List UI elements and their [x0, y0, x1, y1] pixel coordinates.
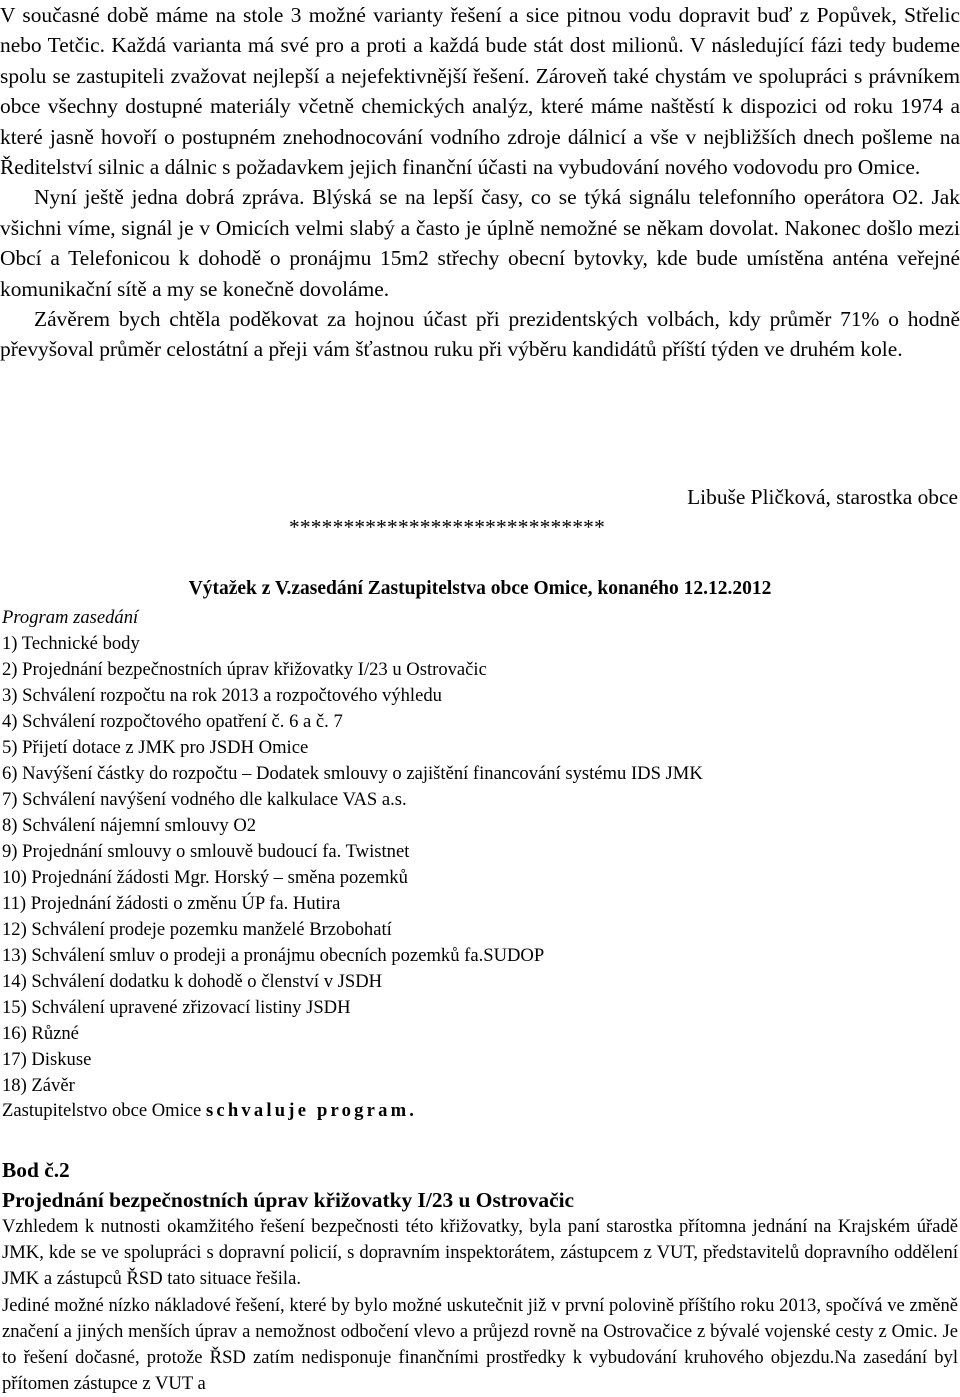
agenda-item: 13) Schválení smluv o prodeji a pronájmu obecních pozemků fa.SUDOP — [2, 945, 545, 966]
agenda-item: 5) Přijetí dotace z JMK pro JSDH Omice — [2, 737, 309, 758]
agenda-item: 12) Schválení prodeje pozemku manželé Brzobohatí — [2, 919, 392, 940]
intro-paragraph-2: Nyní ještě jedna dobrá zpráva. Blýská se na lepší časy, co se týká signálu telefonního operátora O2. Jak všichni víme, signál je v Omicích velmi slabý a často je úplně nemožné se někam dovolat. Nakonec došlo mezi Obcí a Telefonicou k dohodě o pronájmu 15m2 střechy obecní bytovky, kde bude umístěna anténa veřejné komunikační sítě a my se konečně dovoláme. — [0, 185, 960, 301]
agenda-item: 16) Různé — [2, 1023, 79, 1044]
agenda-item: 18) Závěr — [2, 1075, 75, 1096]
intro-section — [0, 0, 960, 365]
program-heading: Program zasedání — [2, 607, 139, 628]
agenda-item: 11) Projednání žádosti o změnu ÚP fa. Hutira — [2, 893, 341, 914]
intro-paragraph-3: Závěrem bych chtěla poděkovat za hojnou účast při prezidentských volbách, kdy průměr 71% o hodně převyšoval průměr celostátní a přeji vám šťastnou ruku při výběru kandidátů příští týden ve druhém kole. — [0, 307, 960, 362]
item-paragraph-1: Vzhledem k nutnosti okamžitého řešení bezpečnosti této křižovatky, byla paní starostka přítomna jednání na Krajském úřadě JMK, kde se ve spolupráci s dopravní policií, s dopravním inspektorátem, zástupcem z VUT, představitelů dopravního oddělení JMK a zástupců ŘSD tato situace řešila. — [2, 1216, 958, 1290]
resolution — [2, 1098, 417, 1124]
item-label: Bod č.2 — [2, 1158, 70, 1182]
intro-paragraph-1: V současné době máme na stole 3 možné varianty řešení a sice pitnou vodu dopravit buď z Popůvek, Střelic nebo Tetčic. Každá varianta má své pro a proti a každá bude stát dost milionů. V následující fázi tedy budeme spolu se zastupiteli zvažovat nejlepší a nejefektivnější řešení. Zároveň také chystám ve spolupráci s právníkem obce všechny dostupné materiály včetně chemických analýz, které máme naštěstí k dispozici od roku 1974 a které jasně hovoří o postupném znehodnocování vodního zdroje dálnicí a vše v nejbližších dnech pošleme na Ředitelství silnic a dálnic s požadavkem jejich finanční účasti na vybudování nového vodovodu pro Omice. — [0, 3, 960, 180]
agenda-item: 8) Schválení nájemní smlouvy O2 — [2, 815, 257, 836]
agenda-item: 6) Navýšení částky do rozpočtu – Dodatek smlouvy o zajištění financování systému IDS JMK — [2, 763, 703, 784]
agenda-item: 9) Projednání smlouvy o smlouvě budoucí fa. Twistnet — [2, 841, 410, 862]
agenda-item: 7) Schválení navýšení vodného dle kalkulace VAS a.s. — [2, 789, 407, 810]
agenda-item: 14) Schválení dodatku k dohodě o členství v JSDH — [2, 971, 383, 992]
resolution-approves: schvaluje program. — [205, 1100, 418, 1121]
signature: Libuše Pličková, starostka obce — [687, 485, 958, 509]
resolution-text: Zastupitelstvo obce Omice — [2, 1100, 206, 1121]
separator-stars: ***************************** — [289, 515, 605, 539]
agenda-item: 1) Technické body — [2, 633, 140, 654]
agenda-item: 4) Schválení rozpočtového opatření č. 6 a č. 7 — [2, 711, 343, 732]
item-paragraph-2: Jediné možné nízko nákladové řešení, které by bylo možné uskutečnit již v první polovině příštího roku 2013, spočívá ve změně značení a jiných menších úprav a nemožnost odbočení vlevo a průjezd rovně na Ostrovačice z bývalé vojenské cesty z Omic. Je to řešení dočasné, protože ŘSD zatím nedisponuje finančními prostředky k vybudování kruhového objezdu.Na zasedání byl přítomen zástupce z VUT a — [2, 1294, 958, 1395]
extract-title: Výtažek z V.zasedání Zastupitelstva obce Omice, konaného 12.12.2012 — [188, 578, 772, 599]
agenda-item: 10) Projednání žádosti Mgr. Horský – směna pozemků — [2, 867, 408, 888]
agenda-item: 3) Schválení rozpočtu na rok 2013 a rozpočtového výhledu — [2, 685, 442, 706]
agenda-item: 15) Schválení upravené zřizovací listiny JSDH — [2, 997, 351, 1018]
agenda-item: 17) Diskuse — [2, 1049, 92, 1070]
agenda-list — [2, 631, 703, 1099]
agenda-item: 2) Projednání bezpečnostních úprav křižovatky I/23 u Ostrovačic — [2, 659, 487, 680]
item-title: Projednání bezpečnostních úprav křižovatky I/23 u Ostrovačic — [2, 1188, 575, 1212]
item-body — [2, 1214, 958, 1397]
